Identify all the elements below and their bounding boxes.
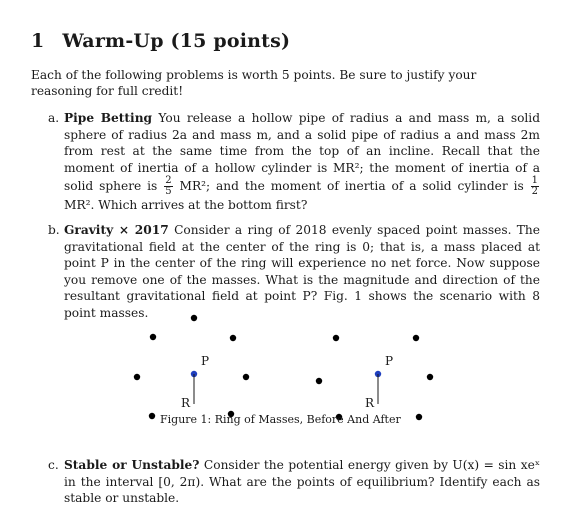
- figure-caption: Figure 1: Ring of Masses, Before And After: [160, 413, 401, 426]
- mass-dot: [333, 335, 339, 341]
- problem-b-heading: Gravity × 2017: [64, 223, 169, 237]
- fraction-two-fifths: [164, 176, 172, 197]
- label-r-right: R: [365, 396, 375, 410]
- problem-a-text-1: You release a hollow pipe of radius a and mass m, a solid sphere of radius 2a and mass m, and a solid pipe of radius a and mass 2m from rest at the same time from the top of an incline. Recall that the moment of inertia of a hollow cylinder is MR²; the moment of inertia of a solid sphere is: [64, 111, 541, 193]
- problem-c-text: Consider the potential energy given by U(x) = sin xeˣ in the interval [0, 2π). What are the points of equilibrium? Identify each as stable or unstable.: [64, 458, 540, 505]
- problem-a-body: [64, 110, 540, 214]
- problem-c-marker: c.: [48, 458, 59, 472]
- mass-dot: [230, 335, 236, 341]
- mass-dot: [149, 413, 155, 419]
- mass-dot: [191, 315, 197, 321]
- fraction-numerator: 2: [165, 175, 172, 186]
- fraction-one-half: [531, 176, 539, 197]
- mass-dot: [416, 414, 422, 420]
- section-number: 1: [31, 30, 45, 52]
- problem-a-heading: Pipe Betting: [64, 111, 153, 125]
- intro-paragraph: Each of the following problems is worth 5 points. Be sure to justify your reasoning for full credit!: [31, 68, 477, 98]
- label-p-right: P: [385, 354, 394, 368]
- section-heading: [31, 30, 290, 52]
- problem-a-marker: a.: [48, 111, 60, 125]
- mass-dot: [243, 374, 249, 380]
- problem-b-text: Consider a ring of 2018 evenly spaced point masses. The gravitational field at the center of the ring is 0; that is, a mass placed at point P in the center of the ring will experience no net force. Now suppose you remove one of the masses. What is the magnitude and direction of the resultant gravitational field at point P? Fig. 1 shows the scenario with 8 point masses.: [64, 223, 540, 320]
- fraction-denominator: 5: [165, 186, 172, 197]
- label-p-left: P: [201, 354, 210, 368]
- fraction-denominator: 2: [531, 186, 539, 197]
- mass-dot: [134, 374, 140, 380]
- mass-dot: [150, 334, 156, 340]
- mass-dot: [413, 335, 419, 341]
- problem-a-text-3: MR². Which arrives at the bottom first?: [64, 198, 308, 212]
- mass-dot: [427, 374, 433, 380]
- problem-c-body: [64, 457, 540, 507]
- problem-b-marker: b.: [48, 223, 60, 237]
- section-title: Warm-Up (15 points): [62, 30, 291, 52]
- mass-dot: [316, 378, 322, 384]
- problem-a-text-2: MR²; and the moment of inertia of a solid cylinder is: [179, 179, 524, 193]
- ring-of-masses-figure: [0, 300, 568, 440]
- fraction-numerator: 1: [531, 175, 539, 186]
- label-r-left: R: [181, 396, 191, 410]
- problem-c-heading: Stable or Unstable?: [64, 458, 200, 472]
